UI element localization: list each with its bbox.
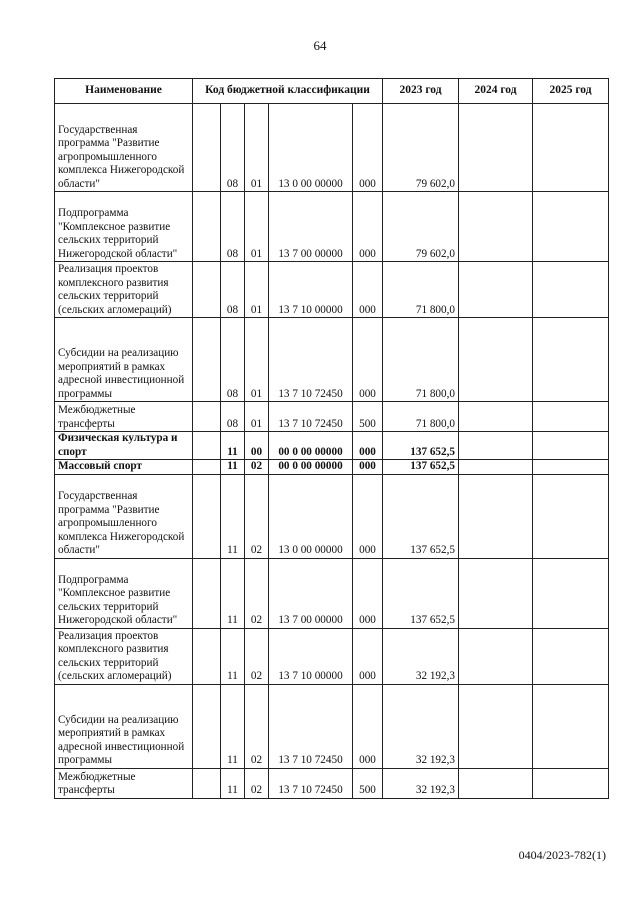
cell-2025 bbox=[533, 104, 609, 192]
cell-2023: 32 192,3 bbox=[383, 768, 459, 798]
cell-section: 11 bbox=[221, 558, 245, 628]
cell-section: 08 bbox=[221, 104, 245, 192]
cell-empty bbox=[193, 402, 221, 432]
cell-empty bbox=[193, 628, 221, 684]
cell-2023: 79 602,0 bbox=[383, 104, 459, 192]
cell-name: Реализация проектов комплексного развития сельских территорий (сельских агломераций) bbox=[55, 628, 193, 684]
cell-2025 bbox=[533, 628, 609, 684]
cell-2025 bbox=[533, 558, 609, 628]
cell-2024 bbox=[459, 628, 533, 684]
footer-code: 0404/2023-782(1) bbox=[518, 848, 606, 862]
table-row bbox=[55, 628, 609, 684]
cell-target-article: 00 0 00 00000 bbox=[269, 432, 353, 460]
cell-2025 bbox=[533, 318, 609, 402]
cell-section: 11 bbox=[221, 768, 245, 798]
header-2023: 2023 год bbox=[383, 79, 459, 104]
cell-subsection: 00 bbox=[245, 432, 269, 460]
cell-section: 08 bbox=[221, 318, 245, 402]
cell-2024 bbox=[459, 768, 533, 798]
cell-name: Межбюджетные трансферты bbox=[55, 402, 193, 432]
cell-target-article: 13 7 10 00000 bbox=[269, 262, 353, 318]
cell-2025 bbox=[533, 768, 609, 798]
cell-subsection: 01 bbox=[245, 318, 269, 402]
cell-target-article: 13 7 10 72450 bbox=[269, 318, 353, 402]
cell-subsection: 01 bbox=[245, 192, 269, 262]
header-code: Код бюджетной классификации bbox=[193, 79, 383, 104]
cell-subsection: 02 bbox=[245, 460, 269, 475]
cell-name: Физическая культура и спорт bbox=[55, 432, 193, 460]
header-name: Наименование bbox=[55, 79, 193, 104]
cell-name: Государственная программа "Развитие агропромышленного комплекса Нижегородской области" bbox=[55, 474, 193, 558]
cell-empty bbox=[193, 684, 221, 768]
cell-2023: 79 602,0 bbox=[383, 192, 459, 262]
cell-section: 11 bbox=[221, 474, 245, 558]
cell-section: 11 bbox=[221, 460, 245, 475]
cell-2023: 71 800,0 bbox=[383, 402, 459, 432]
cell-section: 08 bbox=[221, 402, 245, 432]
cell-name: Подпрограмма "Комплексное развитие сельских территорий Нижегородской области" bbox=[55, 558, 193, 628]
cell-2024 bbox=[459, 262, 533, 318]
cell-2024 bbox=[459, 432, 533, 460]
cell-expense-type: 000 bbox=[353, 558, 383, 628]
cell-target-article: 13 7 00 00000 bbox=[269, 558, 353, 628]
cell-target-article: 13 7 00 00000 bbox=[269, 192, 353, 262]
cell-expense-type: 000 bbox=[353, 460, 383, 475]
table-row bbox=[55, 192, 609, 262]
header-2025: 2025 год bbox=[533, 79, 609, 104]
cell-subsection: 01 bbox=[245, 104, 269, 192]
budget-table bbox=[54, 78, 609, 799]
cell-target-article: 13 0 00 00000 bbox=[269, 474, 353, 558]
table-row bbox=[55, 558, 609, 628]
cell-target-article: 13 7 10 00000 bbox=[269, 628, 353, 684]
cell-section: 11 bbox=[221, 432, 245, 460]
table-header-row bbox=[55, 79, 609, 104]
cell-subsection: 02 bbox=[245, 558, 269, 628]
cell-2023: 137 652,5 bbox=[383, 558, 459, 628]
table-row bbox=[55, 684, 609, 768]
cell-subsection: 02 bbox=[245, 474, 269, 558]
cell-name: Массовый спорт bbox=[55, 460, 193, 475]
cell-expense-type: 000 bbox=[353, 628, 383, 684]
cell-2023: 137 652,5 bbox=[383, 474, 459, 558]
cell-2025 bbox=[533, 474, 609, 558]
cell-target-article: 13 7 10 72450 bbox=[269, 768, 353, 798]
table-row bbox=[55, 460, 609, 475]
table-body bbox=[55, 104, 609, 799]
cell-name: Реализация проектов комплексного развития сельских территорий (сельских агломераций) bbox=[55, 262, 193, 318]
cell-expense-type: 000 bbox=[353, 104, 383, 192]
table-row bbox=[55, 432, 609, 460]
cell-2023: 71 800,0 bbox=[383, 318, 459, 402]
cell-expense-type: 000 bbox=[353, 318, 383, 402]
cell-empty bbox=[193, 104, 221, 192]
cell-target-article: 13 7 10 72450 bbox=[269, 684, 353, 768]
cell-section: 11 bbox=[221, 684, 245, 768]
cell-2023: 71 800,0 bbox=[383, 262, 459, 318]
page-number: 64 bbox=[313, 38, 327, 53]
header-2024: 2024 год bbox=[459, 79, 533, 104]
cell-2023: 32 192,3 bbox=[383, 684, 459, 768]
cell-2024 bbox=[459, 474, 533, 558]
cell-expense-type: 500 bbox=[353, 402, 383, 432]
cell-subsection: 01 bbox=[245, 402, 269, 432]
cell-section: 08 bbox=[221, 262, 245, 318]
cell-2024 bbox=[459, 318, 533, 402]
cell-target-article: 13 0 00 00000 bbox=[269, 104, 353, 192]
cell-2025 bbox=[533, 432, 609, 460]
cell-section: 08 bbox=[221, 192, 245, 262]
cell-empty bbox=[193, 558, 221, 628]
cell-subsection: 02 bbox=[245, 768, 269, 798]
cell-2024 bbox=[459, 192, 533, 262]
table-row bbox=[55, 474, 609, 558]
table-row bbox=[55, 768, 609, 798]
cell-subsection: 01 bbox=[245, 262, 269, 318]
cell-empty bbox=[193, 262, 221, 318]
cell-expense-type: 000 bbox=[353, 474, 383, 558]
cell-expense-type: 000 bbox=[353, 262, 383, 318]
cell-expense-type: 000 bbox=[353, 192, 383, 262]
table-row bbox=[55, 104, 609, 192]
cell-target-article: 00 0 00 00000 bbox=[269, 460, 353, 475]
table-row bbox=[55, 318, 609, 402]
cell-2025 bbox=[533, 460, 609, 475]
cell-2025 bbox=[533, 402, 609, 432]
cell-section: 11 bbox=[221, 628, 245, 684]
cell-2024 bbox=[459, 684, 533, 768]
cell-2024 bbox=[459, 460, 533, 475]
cell-2023: 137 652,5 bbox=[383, 460, 459, 475]
cell-2023: 32 192,3 bbox=[383, 628, 459, 684]
cell-target-article: 13 7 10 72450 bbox=[269, 402, 353, 432]
cell-2025 bbox=[533, 684, 609, 768]
cell-empty bbox=[193, 432, 221, 460]
cell-empty bbox=[193, 192, 221, 262]
table-row bbox=[55, 262, 609, 318]
cell-name: Подпрограмма "Комплексное развитие сельских территорий Нижегородской области" bbox=[55, 192, 193, 262]
cell-name: Межбюджетные трансферты bbox=[55, 768, 193, 798]
cell-subsection: 02 bbox=[245, 684, 269, 768]
cell-name: Государственная программа "Развитие агропромышленного комплекса Нижегородской области" bbox=[55, 104, 193, 192]
cell-expense-type: 000 bbox=[353, 432, 383, 460]
table-row bbox=[55, 402, 609, 432]
cell-2024 bbox=[459, 402, 533, 432]
cell-name: Субсидии на реализацию мероприятий в рамках адресной инвестиционной программы bbox=[55, 684, 193, 768]
cell-empty bbox=[193, 474, 221, 558]
cell-empty bbox=[193, 768, 221, 798]
cell-empty bbox=[193, 318, 221, 402]
cell-2023: 137 652,5 bbox=[383, 432, 459, 460]
cell-2024 bbox=[459, 558, 533, 628]
cell-expense-type: 500 bbox=[353, 768, 383, 798]
cell-expense-type: 000 bbox=[353, 684, 383, 768]
cell-2024 bbox=[459, 104, 533, 192]
cell-2025 bbox=[533, 262, 609, 318]
cell-empty bbox=[193, 460, 221, 475]
cell-name: Субсидии на реализацию мероприятий в рамках адресной инвестиционной программы bbox=[55, 318, 193, 402]
cell-2025 bbox=[533, 192, 609, 262]
cell-subsection: 02 bbox=[245, 628, 269, 684]
